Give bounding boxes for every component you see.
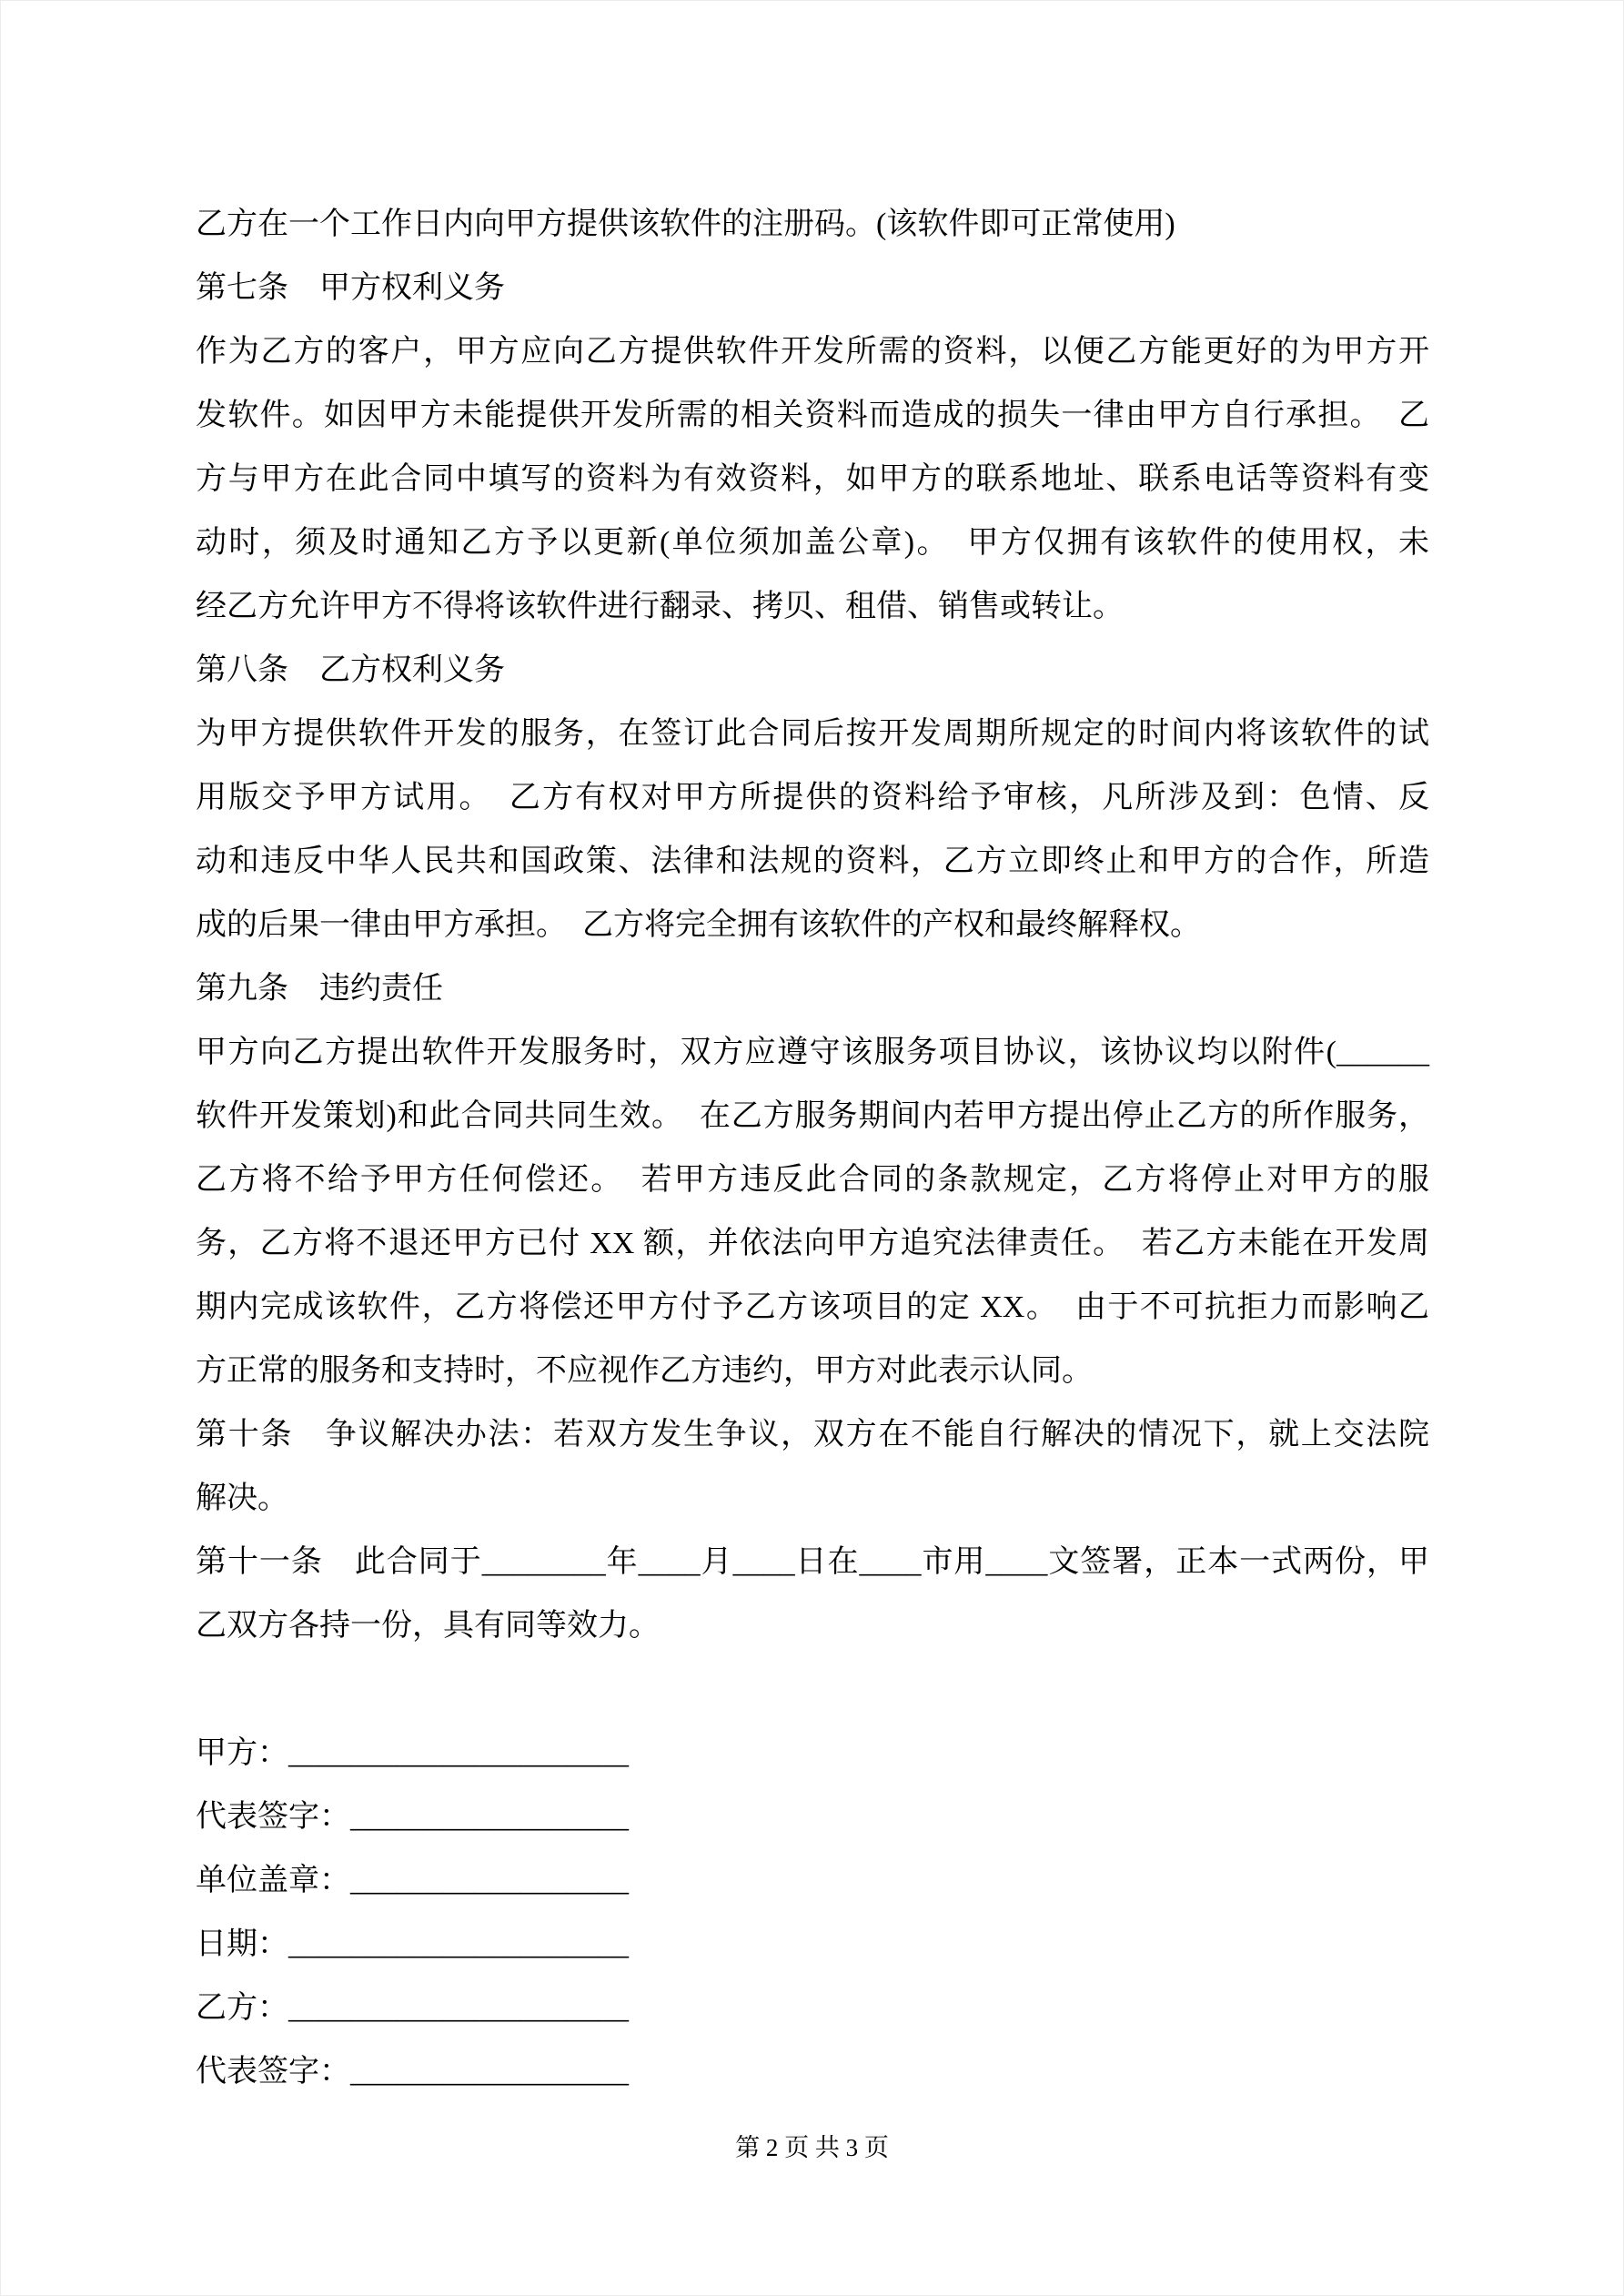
signature-line: 单位盖章：__________________ bbox=[196, 1864, 629, 1897]
signature-line: 乙方：______________________ bbox=[196, 1991, 629, 2025]
contract-line: 第十一条 此合同于________年____月____日在____市用____文签署，正本一式两份，甲 bbox=[196, 1545, 1429, 1579]
page-footer bbox=[0, 2128, 1624, 2168]
contract-line: 务，乙方将不退还甲方已付 XX 额，并依法向甲方追究法律责任。 若乙方未能在开发周 bbox=[196, 1227, 1429, 1260]
contract-line: 成的后果一律由甲方承担。 乙方将完全拥有该软件的产权和最终解释权。 bbox=[196, 908, 1201, 942]
contract-line: 方正常的服务和支持时，不应视作乙方违约，甲方对此表示认同。 bbox=[196, 1354, 1093, 1388]
contract-line: 第十条 争议解决办法：若双方发生争议，双方在不能自行解决的情况下，就上交法院 bbox=[196, 1418, 1429, 1451]
contract-line: 经乙方允许甲方不得将该软件进行翻录、拷贝、租借、销售或转让。 bbox=[196, 590, 1124, 623]
contract-line: 期内完成该软件，乙方将偿还甲方付予乙方该项目的定 XX。 由于不可抗拒力而影响乙 bbox=[196, 1290, 1429, 1324]
contract-line: 乙方将不给予甲方任何偿还。 若甲方违反此合同的条款规定，乙方将停止对甲方的服 bbox=[196, 1163, 1429, 1197]
signature-line: 代表签字：__________________ bbox=[196, 2055, 629, 2089]
contract-line: 第八条 乙方权利义务 bbox=[196, 653, 505, 687]
contract-line: 乙双方各持一份，具有同等效力。 bbox=[196, 1609, 660, 1643]
page-number: 第 2 页 共 3 页 bbox=[735, 2134, 889, 2161]
signature-line: 日期：______________________ bbox=[196, 1927, 629, 1961]
contract-line: 第七条 甲方权利义务 bbox=[196, 271, 505, 305]
contract-lines bbox=[196, 193, 1429, 1658]
contract-line: 发软件。如因甲方未能提供开发所需的相关资料而造成的损失一律由甲方自行承担。 乙 bbox=[196, 399, 1429, 432]
signature-block bbox=[196, 1722, 1429, 2104]
contract-text bbox=[196, 193, 1429, 2104]
contract-line: 软件开发策划)和此合同共同生效。 在乙方服务期间内若甲方提出停止乙方的所作服务， bbox=[196, 1099, 1429, 1133]
signature-line: 代表签字：__________________ bbox=[196, 1800, 629, 1834]
contract-line: 甲方向乙方提出软件开发服务时，双方应遵守该服务项目协议，该协议均以附件(______ bbox=[196, 1036, 1429, 1069]
contract-line: 第九条 违约责任 bbox=[196, 972, 443, 1006]
signature-line: 甲方：______________________ bbox=[196, 1736, 629, 1770]
contract-line: 作为乙方的客户，甲方应向乙方提供软件开发所需的资料，以便乙方能更好的为甲方开 bbox=[196, 335, 1429, 369]
contract-line: 解决。 bbox=[196, 1482, 288, 1515]
contract-line: 乙方在一个工作日内向甲方提供该软件的注册码。(该软件即可正常使用) bbox=[196, 207, 1175, 241]
contract-line: 用版交予甲方试用。 乙方有权对甲方所提供的资料给予审核，凡所涉及到：色情、反 bbox=[196, 781, 1429, 814]
contract-line: 动和违反中华人民共和国政策、法律和法规的资料，乙方立即终止和甲方的合作，所造 bbox=[196, 845, 1429, 878]
contract-line: 方与甲方在此合同中填写的资料为有效资料，如甲方的联系地址、联系电话等资料有变 bbox=[196, 462, 1429, 496]
blank-line bbox=[196, 1658, 1429, 1722]
contract-line: 为甲方提供软件开发的服务，在签订此合同后按开发周期所规定的时间内将该软件的试 bbox=[196, 717, 1429, 751]
contract-line: 动时，须及时通知乙方予以更新(单位须加盖公章)。 甲方仅拥有该软件的使用权，未 bbox=[196, 526, 1429, 560]
